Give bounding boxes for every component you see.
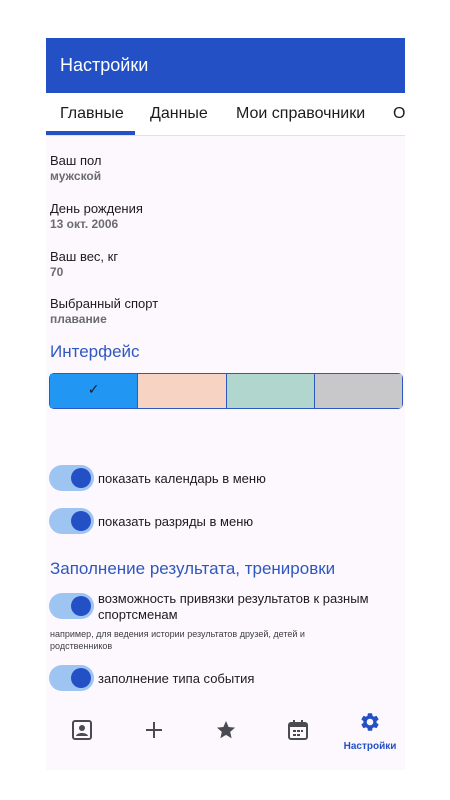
settings-screen bbox=[46, 38, 405, 770]
birthday-value: 13 окт. 2006 bbox=[50, 217, 119, 231]
weight-label: Ваш вес, кг bbox=[50, 249, 119, 264]
app-bar bbox=[46, 38, 405, 93]
toggle-knob bbox=[71, 596, 91, 616]
tab-data[interactable]: Данные bbox=[150, 105, 208, 122]
tab-about[interactable]: О bbox=[393, 105, 406, 122]
athlete-binding-hint: например, для ведения истории результатов друзей, детей и родственников bbox=[50, 629, 305, 651]
nav-settings[interactable] bbox=[334, 697, 406, 770]
nav-favorites[interactable] bbox=[190, 697, 262, 770]
theme-swatch-mint[interactable] bbox=[227, 374, 315, 408]
results-section-title: Заполнение результата, тренировки bbox=[50, 559, 336, 578]
theme-swatch-peach[interactable] bbox=[138, 374, 226, 408]
show-calendar-label: показать календарь в меню bbox=[98, 471, 266, 486]
athlete-binding-toggle[interactable] bbox=[49, 593, 94, 619]
show-ranks-label: показать разряды в меню bbox=[98, 514, 254, 529]
sport-value: плавание bbox=[50, 312, 107, 326]
nav-profile[interactable] bbox=[46, 697, 118, 770]
sport-label: Выбранный спорт bbox=[50, 296, 159, 311]
theme-swatch-blue[interactable] bbox=[50, 374, 138, 408]
event-type-label: заполнение типа события bbox=[98, 671, 255, 686]
gender-label: Ваш пол bbox=[50, 153, 102, 168]
show-ranks-toggle[interactable] bbox=[49, 508, 94, 534]
profile-icon bbox=[71, 719, 93, 741]
toggle-knob bbox=[71, 511, 91, 531]
tab-my-references[interactable]: Мои справочники bbox=[236, 105, 366, 122]
star-icon bbox=[215, 719, 237, 741]
calendar-icon bbox=[287, 719, 309, 741]
theme-color-picker bbox=[49, 373, 403, 409]
event-type-toggle[interactable] bbox=[49, 665, 94, 691]
birthday-label: День рождения bbox=[50, 201, 143, 216]
nav-settings-label: Настройки bbox=[343, 741, 397, 752]
toggle-knob bbox=[71, 468, 91, 488]
page-title: Настройки bbox=[60, 55, 149, 75]
toggle-knob bbox=[71, 668, 91, 688]
weight-value: 70 bbox=[50, 265, 64, 279]
check-icon: ✓ bbox=[87, 381, 100, 397]
tab-bar bbox=[46, 93, 405, 136]
gender-value: мужской bbox=[50, 169, 102, 183]
plus-icon bbox=[143, 719, 165, 741]
tab-main[interactable]: Главные bbox=[60, 105, 124, 122]
gear-icon bbox=[359, 711, 381, 733]
bottom-navigation bbox=[46, 697, 405, 770]
nav-calendar[interactable] bbox=[262, 697, 334, 770]
athlete-binding-label: возможность привязки результатов к разным спортсменам bbox=[98, 591, 369, 622]
settings-content[interactable] bbox=[46, 135, 405, 697]
theme-swatch-gray[interactable] bbox=[315, 374, 402, 408]
show-calendar-toggle[interactable] bbox=[49, 465, 94, 491]
nav-add[interactable] bbox=[118, 697, 190, 770]
interface-section-title: Интерфейс bbox=[50, 342, 140, 361]
